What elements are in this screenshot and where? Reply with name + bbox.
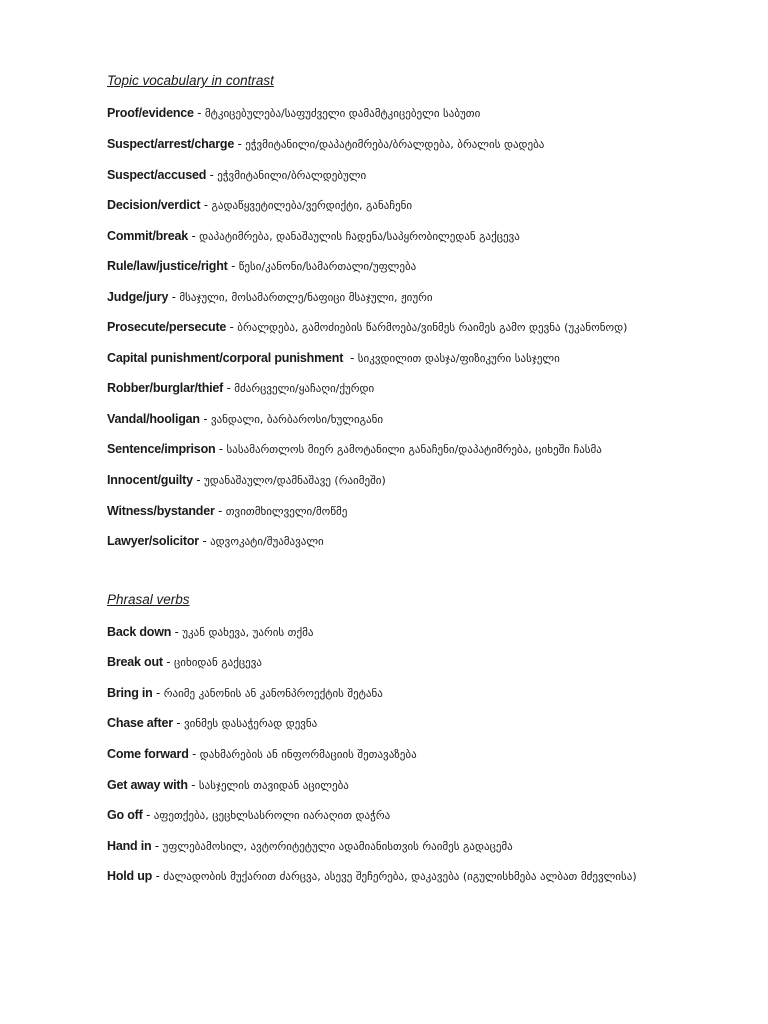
entry-separator: - — [168, 290, 180, 304]
entry-definition: დაპატიმრება, დანაშაულის ჩადენა/საპყრობილედან გაქცევა — [199, 230, 520, 243]
entry-separator: - — [199, 412, 211, 426]
vocab-entry — [107, 470, 707, 491]
entry-term: Get away with — [107, 778, 188, 792]
entry-separator: - — [198, 534, 211, 548]
entry-term: Decision/verdict — [107, 198, 201, 212]
vocab-entry — [107, 409, 707, 430]
entry-term: Break out — [107, 655, 163, 669]
vocab-entry — [107, 683, 707, 704]
vocab-entry — [107, 348, 707, 369]
entry-term: Back down — [107, 625, 172, 639]
entry-definition: აფეთქება, ცეცხლსასროლი იარაღით დაჭრა — [153, 809, 391, 822]
entry-separator: - — [343, 351, 358, 365]
entry-separator: - — [227, 259, 239, 273]
vocab-entry — [107, 866, 687, 887]
entry-definition: უდანაშაულო/დამნაშავე (რაიმეში) — [204, 474, 386, 487]
entry-term: Hand in — [107, 839, 152, 853]
entry-term: Hold up — [107, 869, 153, 883]
entry-separator: - — [172, 716, 184, 730]
entry-term: Sentence/imprison — [107, 442, 216, 456]
entry-term: Lawyer/solicitor — [107, 534, 199, 548]
entry-separator: - — [223, 381, 235, 395]
entry-term: Robber/burglar/thief — [107, 381, 224, 395]
entry-term: Proof/evidence — [107, 106, 194, 120]
entry-separator: - — [234, 137, 246, 151]
vocab-entry — [107, 165, 707, 186]
entry-definition: ვინმეს დასაჭერად დევნა — [184, 717, 318, 730]
entry-separator: - — [206, 168, 218, 182]
vocab-entry — [107, 195, 707, 216]
entry-term: Chase after — [107, 716, 173, 730]
entry-definition: მძარცველი/ყაჩაღი/ქურდი — [234, 382, 375, 395]
entry-separator: - — [192, 473, 204, 487]
entry-term: Commit/break — [107, 229, 188, 243]
entry-term: Innocent/guilty — [107, 473, 193, 487]
entry-definition: სასჯელის თავიდან აცილება — [198, 779, 349, 792]
entry-definition: წესი/კანონი/სამართალი/უფლება — [238, 260, 417, 273]
entry-separator: - — [226, 320, 238, 334]
vocab-entry — [107, 501, 707, 522]
vocab-entry — [107, 531, 707, 552]
section-heading-topic-vocabulary: Topic vocabulary in contrast — [107, 73, 274, 88]
vocab-entry — [107, 378, 707, 399]
entry-term: Come forward — [107, 747, 189, 761]
entry-separator: - — [152, 869, 164, 883]
entry-definition: უფლებამოსილ, ავტორიტეტული ადამიანისთვის რაიმეს გადაცემა — [162, 840, 513, 853]
entry-definition: მტკიცებულება/საფუძველი დამამტკიცებელი საბუთი — [204, 107, 481, 120]
entry-definition: გადაწყვეტილება/ვერდიქტი, განაჩენი — [211, 199, 413, 212]
vocab-entry — [107, 652, 707, 673]
entry-definition: ადვოკატი/შუამავალი — [210, 535, 324, 548]
entry-definition: რაიმე კანონის ან კანონპროექტის შეტანა — [163, 687, 383, 700]
section-heading-phrasal-verbs: Phrasal verbs — [107, 592, 190, 607]
entry-separator: - — [162, 655, 174, 669]
entry-separator: - — [152, 686, 164, 700]
entry-separator: - — [200, 198, 212, 212]
entry-definition: ეჭვმიტანილი/ბრალდებული — [217, 169, 367, 182]
entry-definition: უკან დახევა, უარის თქმა — [182, 626, 314, 639]
vocab-entry — [107, 134, 707, 155]
entry-separator: - — [214, 504, 226, 518]
entry-term: Suspect/arrest/charge — [107, 137, 235, 151]
entry-definition: თვითმხილველი/მოწმე — [225, 505, 348, 518]
entry-separator: - — [193, 106, 205, 120]
entry-term: Go off — [107, 808, 143, 822]
entry-separator: - — [151, 839, 163, 853]
vocab-entry — [107, 317, 707, 338]
entry-separator: - — [187, 229, 200, 243]
entry-term: Prosecute/persecute — [107, 320, 227, 334]
vocab-entry — [107, 805, 707, 826]
entry-term: Vandal/hooligan — [107, 412, 200, 426]
vocab-entry — [107, 744, 707, 765]
entry-term: Witness/bystander — [107, 504, 215, 518]
entry-definition: სიკვდილით დასჯა/ფიზიკური სასჯელი — [357, 352, 560, 365]
vocab-entry — [107, 103, 707, 124]
entry-definition: დახმარების ან ინფორმაციის შეთავაზება — [199, 748, 417, 761]
entry-definition: ეჭვმიტანილი/დაპატიმრება/ბრალდება, ბრალის დადება — [245, 138, 545, 151]
entry-term: Suspect/accused — [107, 168, 207, 182]
entry-definition: ვანდალი, ბარბაროსი/ხულიგანი — [210, 413, 384, 426]
vocab-entry — [107, 775, 707, 796]
vocab-entry — [107, 256, 707, 277]
entry-term: Capital punishment/corporal punishment — [107, 351, 344, 365]
vocab-entry — [107, 622, 707, 643]
entry-separator: - — [171, 625, 183, 639]
entry-definition: ბრალდება, გამოძიების წარმოება/ვინმეს რაიმეს გამო დევნა (უკანონოდ) — [237, 321, 628, 334]
vocab-entry — [107, 836, 707, 857]
vocab-entry — [107, 226, 707, 247]
entry-term: Rule/law/justice/right — [107, 259, 228, 273]
entry-separator: - — [215, 442, 227, 456]
entry-definition: ძალადობის მუქარით ძარცვა, ასევე შეჩერება, დაკავება (იგულისხმება ალბათ მძევლისა) — [163, 870, 637, 883]
entry-term: Bring in — [107, 686, 153, 700]
entry-separator: - — [188, 747, 200, 761]
entry-definition: ციხიდან გაქცევა — [173, 656, 262, 669]
entry-definition: სასამართლოს მიერ გამოტანილი განაჩენი/დაპატიმრება, ციხეში ჩასმა — [226, 443, 602, 456]
entry-separator: - — [142, 808, 154, 822]
vocab-entry — [107, 287, 707, 308]
entry-term: Judge/jury — [107, 290, 169, 304]
vocab-entry — [107, 713, 707, 734]
entry-definition: მსაჯული, მოსამართლე/ნაფიცი მსაჯული, ჟიური — [179, 291, 433, 304]
vocab-entry — [107, 439, 707, 460]
entry-separator: - — [187, 778, 199, 792]
